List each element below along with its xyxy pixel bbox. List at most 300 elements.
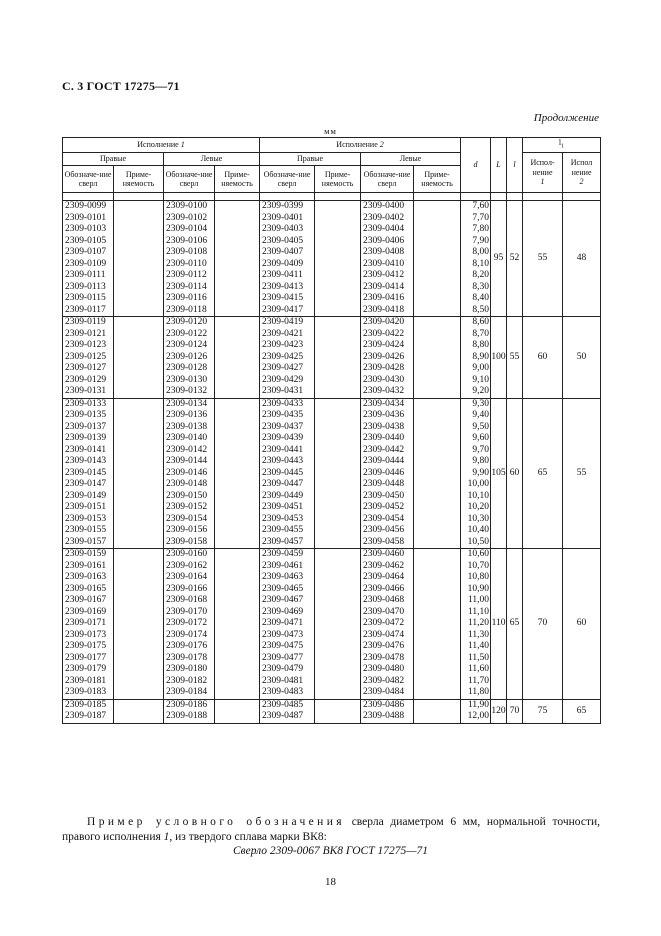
v1-right-application: [114, 375, 164, 387]
v1-left-designation: 2309-0116: [164, 293, 215, 305]
v1-left-designation: 2309-0140: [164, 433, 215, 445]
v2-right-application: [315, 491, 361, 503]
v2-left-application: [414, 653, 461, 665]
v2-left-application: [414, 711, 461, 723]
v1-left-designation: 2309-0138: [164, 422, 215, 434]
v1-right-designation: 2309-0135: [63, 410, 114, 422]
v2-left-application: [414, 282, 461, 294]
v2-left-designation: 2309-0472: [361, 618, 414, 630]
group-l1-v2-value: 48: [563, 201, 601, 317]
v1-left-application: [215, 584, 260, 596]
v2-left-application-header: Приме-няемость: [414, 166, 461, 193]
diameter-value: 7,80: [461, 224, 491, 236]
v1-right-application: [114, 236, 164, 248]
v2-right-application: [315, 514, 361, 526]
v1-right-designation: 2309-0099: [63, 201, 114, 213]
v2-right-designation: 2309-0433: [260, 398, 315, 410]
group-l-value: 65: [507, 549, 523, 700]
v2-left-application: [414, 293, 461, 305]
v2-right-application: [315, 687, 361, 699]
v2-right-application: [315, 213, 361, 225]
v1-right-designation: 2309-0133: [63, 398, 114, 410]
v2-left-designation: 2309-0484: [361, 687, 414, 699]
drill-spec-table: [62, 137, 601, 724]
v1-right-designation: 2309-0187: [63, 711, 114, 723]
v2-right-application: [315, 201, 361, 213]
v1-right-application: [114, 352, 164, 364]
v2-right-designation: 2309-0421: [260, 329, 315, 341]
v1-right-application: [114, 224, 164, 236]
v2-right-designation: 2309-0481: [260, 676, 315, 688]
v2-right-designation: 2309-0475: [260, 641, 315, 653]
diameter-value: 8,30: [461, 282, 491, 294]
v2-right-designation: 2309-0407: [260, 247, 315, 259]
v1-right-designation-header: Обозначе-ние сверл: [63, 166, 114, 193]
v2-left-designation: 2309-0416: [361, 293, 414, 305]
v2-left-application: [414, 618, 461, 630]
v1-right-application: [114, 456, 164, 468]
v1-left-designation: 2309-0134: [164, 398, 215, 410]
v2-right-application: [315, 699, 361, 711]
diameter-value: 12,00: [461, 711, 491, 723]
v1-right-designation: 2309-0179: [63, 664, 114, 676]
v2-left-application: [414, 433, 461, 445]
table-row: [63, 549, 601, 561]
v2-left-application: [414, 676, 461, 688]
v2-left-application: [414, 363, 461, 375]
v1-right-application: [114, 491, 164, 503]
v2-right-designation: 2309-0401: [260, 213, 315, 225]
group-l1-v2-value: 50: [563, 317, 601, 399]
v2-right-application: [315, 293, 361, 305]
v2-right-designation: 2309-0435: [260, 410, 315, 422]
v1-right-designation: 2309-0165: [63, 584, 114, 596]
v1-right-designation: 2309-0161: [63, 561, 114, 573]
v2-right-application: [315, 502, 361, 514]
v1-right-designation: 2309-0185: [63, 699, 114, 711]
v2-left-designation: 2309-0412: [361, 270, 414, 282]
v1-right-designation: 2309-0175: [63, 641, 114, 653]
diameter-value: 10,80: [461, 572, 491, 584]
v2-right-designation-header: Обозначе-ние сверл: [260, 166, 315, 193]
v1-left-application: [215, 687, 260, 699]
v1-right-designation: 2309-0125: [63, 352, 114, 364]
v1-right-designation: 2309-0129: [63, 375, 114, 387]
exec1-header: Испол-нение 1: [523, 153, 563, 193]
unit-label: мм: [324, 126, 337, 136]
v1-left-designation: 2309-0182: [164, 676, 215, 688]
v1-left-application: [215, 433, 260, 445]
group-l1-v1-value: 60: [523, 317, 563, 399]
v2-right-designation: 2309-0457: [260, 537, 315, 549]
v1-right-application: [114, 572, 164, 584]
v1-left-application: [215, 618, 260, 630]
v1-right-designation: 2309-0173: [63, 630, 114, 642]
v1-left-application: [215, 699, 260, 711]
v1-left-designation: 2309-0146: [164, 468, 215, 480]
v1-left-application-header: Приме-няемость: [215, 166, 260, 193]
v2-left-application: [414, 224, 461, 236]
v1-left-application: [215, 398, 260, 410]
v1-right-application: [114, 398, 164, 410]
l1-header: $l_1$: [523, 138, 601, 153]
diameter-value: 8,80: [461, 340, 491, 352]
v2-left-application: [414, 502, 461, 514]
v2-left-designation: 2309-0426: [361, 352, 414, 364]
v1-right-application: [114, 363, 164, 375]
example-version-num: 1: [163, 831, 170, 843]
v1-left-designation: 2309-0150: [164, 491, 215, 503]
v1-right-designation: 2309-0131: [63, 386, 114, 398]
v2-right-designation: 2309-0477: [260, 653, 315, 665]
v2-right-designation: 2309-0399: [260, 201, 315, 213]
v2-left-application: [414, 236, 461, 248]
v1-right-application: [114, 445, 164, 457]
v2-left-application: [414, 386, 461, 398]
v1-left-application: [215, 641, 260, 653]
v2-right-application: [315, 711, 361, 723]
v2-left-application: [414, 352, 461, 364]
v2-right-designation: 2309-0443: [260, 456, 315, 468]
diameter-value: 10,60: [461, 549, 491, 561]
v1-left-application: [215, 247, 260, 259]
v1-right-designation: 2309-0139: [63, 433, 114, 445]
v2-left-designation: 2309-0430: [361, 375, 414, 387]
v2-right-designation: 2309-0453: [260, 514, 315, 526]
v2-left-designation: 2309-0434: [361, 398, 414, 410]
v1-right-application: [114, 653, 164, 665]
v2-right-application: [315, 676, 361, 688]
v2-left-application: [414, 514, 461, 526]
drill-spec-table-wrap: [62, 137, 600, 724]
v1-left-designation: 2309-0124: [164, 340, 215, 352]
v1-left-application: [215, 259, 260, 271]
v2-right-application: [315, 329, 361, 341]
example-designation: Сверло 2309-0067 ВК8 ГОСТ 17275—71: [233, 845, 428, 857]
v2-left-designation: 2309-0432: [361, 386, 414, 398]
v2-right-header: Правые: [260, 153, 361, 166]
v2-right-designation: 2309-0413: [260, 282, 315, 294]
diameter-value: 10,70: [461, 561, 491, 573]
v1-left-designation: 2309-0102: [164, 213, 215, 225]
v2-right-designation: 2309-0447: [260, 479, 315, 491]
v1-left-designation: 2309-0174: [164, 630, 215, 642]
v2-right-application: [315, 259, 361, 271]
diameter-value: 11,20: [461, 618, 491, 630]
v2-right-application: [315, 445, 361, 457]
diameter-value: 9,30: [461, 398, 491, 410]
v1-left-application: [215, 653, 260, 665]
v2-right-designation: 2309-0403: [260, 224, 315, 236]
v1-right-designation: 2309-0127: [63, 363, 114, 375]
v2-left-designation: 2309-0456: [361, 525, 414, 537]
v2-right-designation: 2309-0483: [260, 687, 315, 699]
example-text: сверла диаметром 6 мм, нормальной точности, правого исполнения: [62, 816, 600, 843]
v2-right-designation: 2309-0471: [260, 618, 315, 630]
v2-right-application: [315, 584, 361, 596]
v2-left-designation: 2309-0444: [361, 456, 414, 468]
v1-right-application: [114, 537, 164, 549]
v2-left-application: [414, 259, 461, 271]
table-row: [63, 699, 601, 711]
v2-left-designation: 2309-0424: [361, 340, 414, 352]
v1-right-application: [114, 641, 164, 653]
v2-left-application: [414, 584, 461, 596]
v2-left-application: [414, 572, 461, 584]
v1-left-designation: 2309-0130: [164, 375, 215, 387]
v1-right-application: [114, 422, 164, 434]
v1-left-designation: 2309-0118: [164, 305, 215, 317]
v2-left-application: [414, 607, 461, 619]
v1-left-designation: 2309-0166: [164, 584, 215, 596]
v2-left-application: [414, 641, 461, 653]
v1-right-designation: 2309-0107: [63, 247, 114, 259]
v1-left-application: [215, 224, 260, 236]
v2-right-application: [315, 664, 361, 676]
diameter-value: 9,00: [461, 363, 491, 375]
diameter-value: 7,90: [461, 236, 491, 248]
group-l-value: 70: [507, 699, 523, 723]
v1-right-designation: 2309-0151: [63, 502, 114, 514]
v1-left-application: [215, 664, 260, 676]
diameter-value: 9,50: [461, 422, 491, 434]
v1-left-designation: 2309-0108: [164, 247, 215, 259]
v2-right-application: [315, 363, 361, 375]
v2-left-application: [414, 201, 461, 213]
v1-right-application: [114, 317, 164, 329]
table-row: [63, 398, 601, 410]
v1-left-application: [215, 352, 260, 364]
diameter-value: 11,50: [461, 653, 491, 665]
v1-right-application: [114, 201, 164, 213]
version2-header: Исполнение 2: [260, 138, 461, 153]
v1-left-designation: 2309-0172: [164, 618, 215, 630]
v2-right-application: [315, 282, 361, 294]
v2-right-designation: 2309-0439: [260, 433, 315, 445]
diameter-value: 11,70: [461, 676, 491, 688]
v1-left-application: [215, 329, 260, 341]
v2-right-application: [315, 653, 361, 665]
v2-left-application: [414, 664, 461, 676]
diameter-value: 10,90: [461, 584, 491, 596]
l-header: l: [507, 138, 523, 193]
v1-left-application: [215, 537, 260, 549]
diameter-value: 10,30: [461, 514, 491, 526]
page-number: 18: [325, 876, 336, 888]
v2-right-designation: 2309-0427: [260, 363, 315, 375]
v1-right-designation: 2309-0109: [63, 259, 114, 271]
diameter-value: 11,90: [461, 699, 491, 711]
v2-left-designation: 2309-0464: [361, 572, 414, 584]
v1-left-designation: 2309-0188: [164, 711, 215, 723]
v2-right-application: [315, 375, 361, 387]
v2-left-designation: 2309-0442: [361, 445, 414, 457]
v1-right-designation: 2309-0169: [63, 607, 114, 619]
v1-left-application: [215, 525, 260, 537]
v2-left-application: [414, 468, 461, 480]
v1-left-application: [215, 375, 260, 387]
v2-left-designation: 2309-0476: [361, 641, 414, 653]
v2-left-designation: 2309-0450: [361, 491, 414, 503]
v1-right-application: [114, 386, 164, 398]
v2-left-designation: 2309-0400: [361, 201, 414, 213]
v1-right-application: [114, 502, 164, 514]
v1-right-application: [114, 584, 164, 596]
v2-left-header: Левые: [361, 153, 461, 166]
v1-right-designation: 2309-0159: [63, 549, 114, 561]
v1-left-designation: 2309-0152: [164, 502, 215, 514]
example-text-tail: , из твердого сплава марки ВК8:: [169, 831, 327, 843]
v1-left-application: [215, 491, 260, 503]
v2-left-designation: 2309-0478: [361, 653, 414, 665]
v2-right-designation: 2309-0465: [260, 584, 315, 596]
group-l-value: 52: [507, 201, 523, 317]
v2-right-designation: 2309-0417: [260, 305, 315, 317]
group-L-value: 105: [491, 398, 507, 549]
v2-right-application: [315, 224, 361, 236]
v1-right-designation: 2309-0111: [63, 270, 114, 282]
diameter-value: 10,40: [461, 525, 491, 537]
v2-left-designation: 2309-0458: [361, 537, 414, 549]
diameter-value: 9,70: [461, 445, 491, 457]
v2-left-application: [414, 375, 461, 387]
v1-left-application: [215, 410, 260, 422]
v2-right-designation: 2309-0451: [260, 502, 315, 514]
diameter-value: 8,90: [461, 352, 491, 364]
v2-left-designation: 2309-0418: [361, 305, 414, 317]
group-l-value: 60: [507, 398, 523, 549]
v1-left-header: Левые: [164, 153, 260, 166]
version1-header: Исполнение 1: [63, 138, 260, 153]
diameter-value: 9,60: [461, 433, 491, 445]
v2-left-designation: 2309-0446: [361, 468, 414, 480]
v2-left-designation: 2309-0470: [361, 607, 414, 619]
v1-left-designation: 2309-0126: [164, 352, 215, 364]
v2-right-designation: 2309-0455: [260, 525, 315, 537]
v2-left-designation: 2309-0406: [361, 236, 414, 248]
table-row: [63, 201, 601, 213]
v1-left-application: [215, 305, 260, 317]
v1-right-header: Правые: [63, 153, 164, 166]
v2-right-application: [315, 386, 361, 398]
v2-left-application: [414, 270, 461, 282]
v2-left-designation-header: Обозначе-ние сверл: [361, 166, 414, 193]
v1-right-application: [114, 305, 164, 317]
v2-left-designation: 2309-0466: [361, 584, 414, 596]
v2-left-application: [414, 340, 461, 352]
v1-right-application: [114, 282, 164, 294]
v1-right-designation: 2309-0153: [63, 514, 114, 526]
group-L-value: 120: [491, 699, 507, 723]
v1-right-application: [114, 259, 164, 271]
v2-right-application: [315, 456, 361, 468]
v2-left-application: [414, 445, 461, 457]
v1-left-designation: 2309-0104: [164, 224, 215, 236]
v1-left-designation: 2309-0122: [164, 329, 215, 341]
v1-right-application: [114, 676, 164, 688]
diameter-value: 8,40: [461, 293, 491, 305]
v2-right-application: [315, 305, 361, 317]
example-paragraph: [62, 815, 600, 845]
v1-right-application-header: Приме-няемость: [114, 166, 164, 193]
v1-right-application: [114, 329, 164, 341]
v1-right-application: [114, 479, 164, 491]
v2-right-designation: 2309-0429: [260, 375, 315, 387]
group-l1-v1-value: 75: [523, 699, 563, 723]
v1-right-application: [114, 293, 164, 305]
v2-left-application: [414, 561, 461, 573]
v1-left-application: [215, 456, 260, 468]
group-L-value: 95: [491, 201, 507, 317]
v1-left-application: [215, 561, 260, 573]
v1-left-designation: 2309-0136: [164, 410, 215, 422]
table-body: [63, 201, 601, 724]
v2-right-application: [315, 352, 361, 364]
v2-left-application: [414, 549, 461, 561]
v2-left-application: [414, 422, 461, 434]
v2-left-designation: 2309-0438: [361, 422, 414, 434]
diameter-value: 9,80: [461, 456, 491, 468]
v2-right-designation: 2309-0445: [260, 468, 315, 480]
v1-left-designation: 2309-0178: [164, 653, 215, 665]
v2-right-designation: 2309-0411: [260, 270, 315, 282]
v2-left-application: [414, 410, 461, 422]
v2-left-application: [414, 305, 461, 317]
v1-right-designation: 2309-0147: [63, 479, 114, 491]
v1-left-designation: 2309-0176: [164, 641, 215, 653]
v2-right-application: [315, 270, 361, 282]
v2-right-designation: 2309-0425: [260, 352, 315, 364]
v1-right-application: [114, 525, 164, 537]
v1-right-designation: 2309-0167: [63, 595, 114, 607]
v1-left-designation: 2309-0120: [164, 317, 215, 329]
v2-left-designation: 2309-0410: [361, 259, 414, 271]
v1-right-designation: 2309-0101: [63, 213, 114, 225]
v1-left-designation: 2309-0168: [164, 595, 215, 607]
v1-right-designation: 2309-0121: [63, 329, 114, 341]
v1-left-designation: 2309-0184: [164, 687, 215, 699]
diameter-value: 7,60: [461, 201, 491, 213]
v1-left-designation: 2309-0170: [164, 607, 215, 619]
v2-right-designation: 2309-0431: [260, 386, 315, 398]
diameter-value: 11,40: [461, 641, 491, 653]
v2-left-application: [414, 537, 461, 549]
v1-right-designation: 2309-0123: [63, 340, 114, 352]
group-L-value: 100: [491, 317, 507, 399]
group-l1-v2-value: 65: [563, 699, 601, 723]
v1-left-designation: 2309-0112: [164, 270, 215, 282]
v1-left-designation: 2309-0156: [164, 525, 215, 537]
v1-left-designation: 2309-0164: [164, 572, 215, 584]
v1-left-designation: 2309-0100: [164, 201, 215, 213]
v1-right-designation: 2309-0171: [63, 618, 114, 630]
v2-right-application: [315, 236, 361, 248]
v1-right-application: [114, 561, 164, 573]
v2-right-application-header: Приме-няемость: [315, 166, 361, 193]
diameter-value: 7,70: [461, 213, 491, 225]
v1-right-designation: 2309-0103: [63, 224, 114, 236]
page-header: С. 3 ГОСТ 17275—71: [62, 79, 180, 93]
v1-left-designation: 2309-0132: [164, 386, 215, 398]
group-l1-v1-value: 55: [523, 201, 563, 317]
v1-left-application: [215, 340, 260, 352]
v2-left-designation: 2309-0482: [361, 676, 414, 688]
v1-right-designation: 2309-0145: [63, 468, 114, 480]
v2-left-designation: 2309-0474: [361, 630, 414, 642]
v1-right-designation: 2309-0137: [63, 422, 114, 434]
v2-left-application: [414, 525, 461, 537]
v2-left-designation: 2309-0462: [361, 561, 414, 573]
